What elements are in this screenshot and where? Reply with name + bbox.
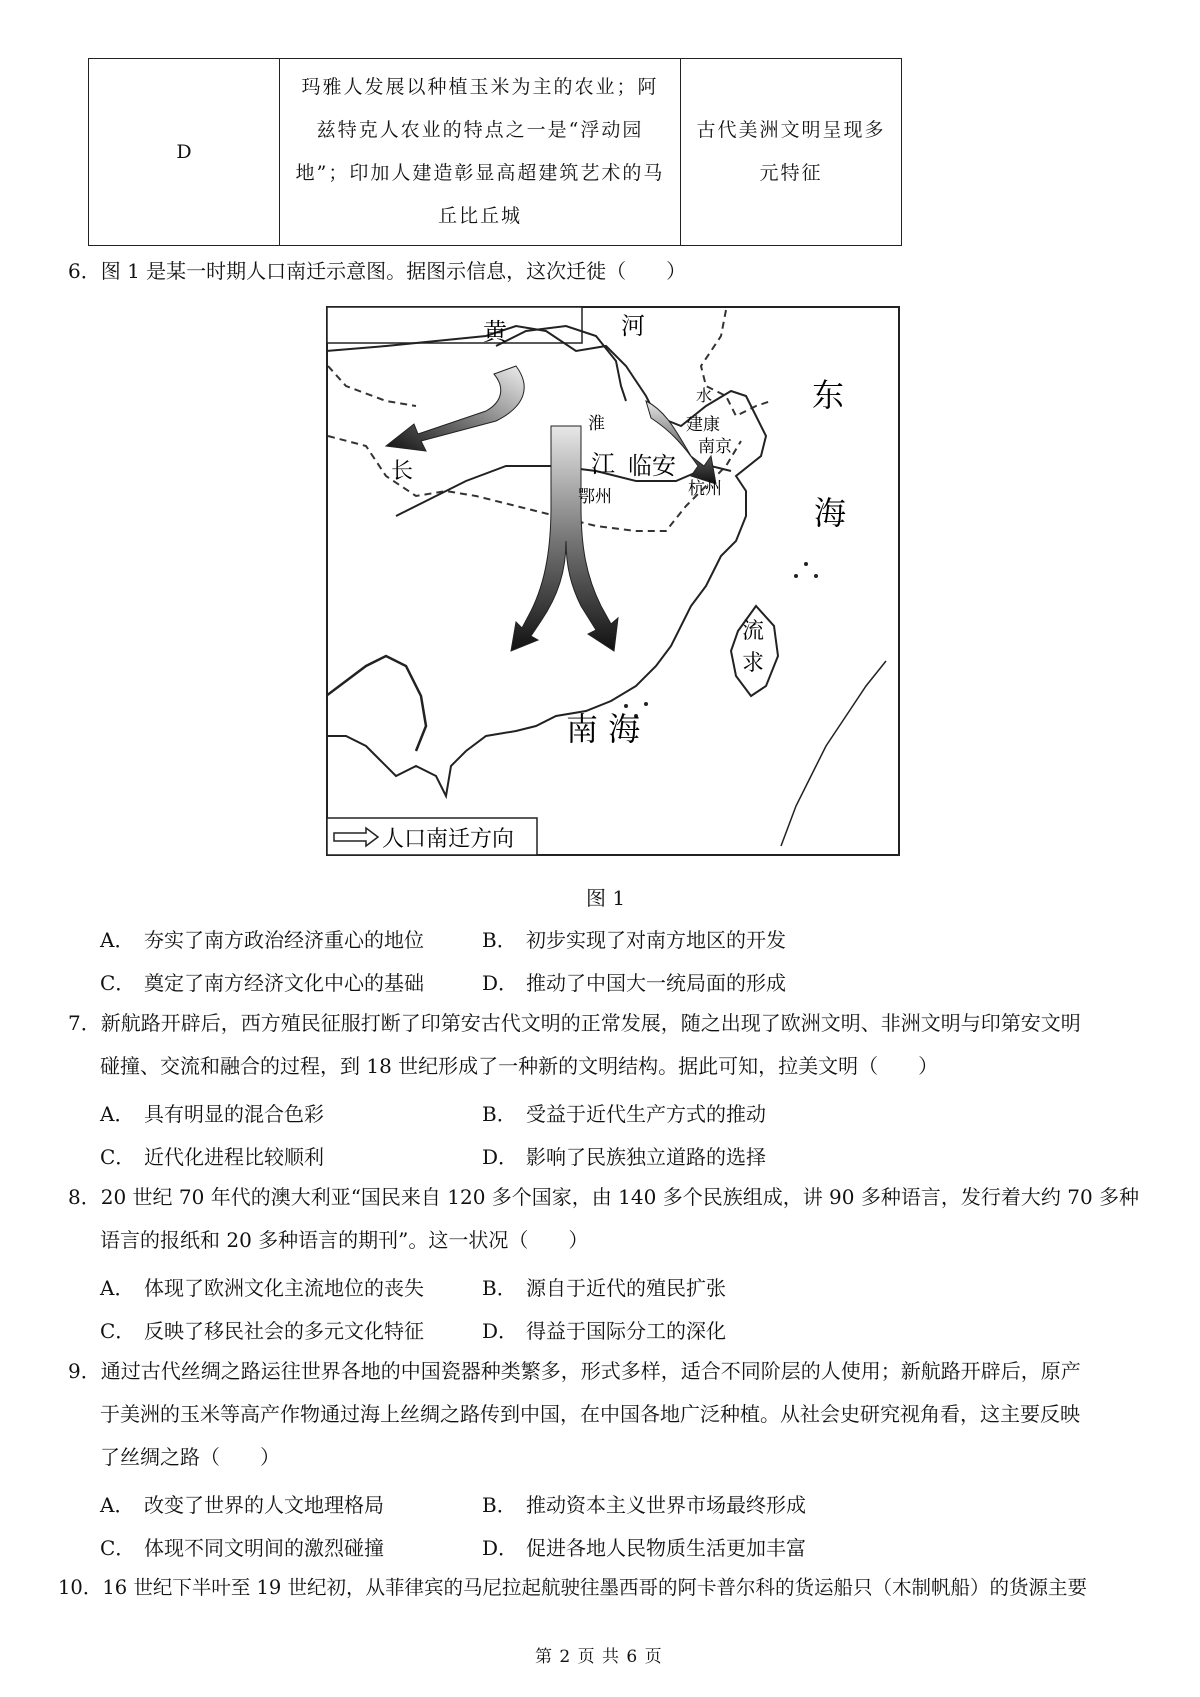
label-hai: 海	[814, 494, 847, 532]
label-jiangkang: 建康	[686, 415, 720, 435]
option-b[interactable]: B． 源自于近代的殖民扩张	[482, 1276, 726, 1300]
question-7-stem-line2: 碰撞、交流和融合的过程，到 18 世纪形成了一种新的文明结构。据此可知，拉美文明（ ）	[100, 1054, 939, 1078]
label-chang: 长	[391, 459, 414, 484]
option-d[interactable]: D． 影响了民族独立道路的选择	[482, 1145, 766, 1169]
label-nanhai: 南 海	[566, 710, 641, 748]
question-7-stem-line1: 7．新航路开辟后，西方殖民征服打断了印第安古代文明的正常发展，随之出现了欧洲文明、非洲文明与印第安文明	[68, 1011, 1081, 1035]
option-c[interactable]: C． 反映了移民社会的多元文化特征	[100, 1319, 424, 1343]
label-jiang: 江	[591, 450, 615, 478]
question-9-stem-line1: 9．通过古代丝绸之路运往世界各地的中国瓷器种类繁多，形式多样，适合不同阶层的人使用；新航路开辟后，原产	[68, 1359, 1081, 1383]
table-cell-line: 古代美洲文明呈现多	[696, 119, 886, 141]
option-b[interactable]: B． 初步实现了对南方地区的开发	[482, 928, 786, 952]
table-cell-label: D	[89, 59, 280, 246]
label-shui: 水	[696, 386, 713, 405]
option-d[interactable]: D． 得益于国际分工的深化	[482, 1319, 726, 1343]
question-6-stem: 6．图 1 是某一时期人口南迁示意图。据图示信息，这次迁徙（ ）	[68, 259, 687, 283]
label-hangzhou: 杭州	[688, 479, 722, 499]
question-8-stem-line2: 语言的报纸和 20 多种语言的期刊”。这一状况（ ）	[100, 1228, 589, 1252]
table-cell-line: 地”；印加人建造彰显高超建筑艺术的马	[295, 162, 665, 184]
option-a[interactable]: A． 体现了欧洲文化主流地位的丧失	[100, 1276, 424, 1300]
migration-map	[326, 306, 900, 856]
page-footer: 第 2 页 共 6 页	[535, 1647, 663, 1667]
question-9-stem-line2: 于美洲的玉米等高产作物通过海上丝绸之路传到中国，在中国各地广泛种植。从社会史研究视角看，这主要反映	[100, 1402, 1080, 1426]
label-dong: 东	[812, 376, 845, 414]
option-a[interactable]: A． 夯实了南方政治经济重心的地位	[100, 928, 424, 952]
label-liu: 流	[742, 619, 765, 644]
legend-label: 人口南迁方向	[382, 827, 515, 852]
label-ezhou: 鄂州	[578, 487, 612, 507]
option-c[interactable]: C． 奠定了南方经济文化中心的基础	[100, 971, 424, 995]
table-cell-content	[280, 59, 681, 246]
label-huai: 淮	[588, 414, 605, 434]
table-cell-line: 丘比丘城	[437, 205, 522, 227]
option-c[interactable]: C． 体现不同文明间的激烈碰撞	[100, 1536, 384, 1560]
label-linan: 临安	[628, 452, 676, 480]
label-qiu: 求	[742, 651, 765, 676]
question-8-stem-line1: 8．20 世纪 70 年代的澳大利亚“国民来自 120 多个国家，由 140 多个民族组成，讲 90 多种语言，发行着大约 70 多种	[68, 1185, 1140, 1209]
option-b[interactable]: B． 受益于近代生产方式的推动	[482, 1102, 766, 1126]
table-cell-line: 元特征	[759, 162, 823, 184]
option-a[interactable]: A． 具有明显的混合色彩	[100, 1102, 324, 1126]
question-10-stem-line1: 10．16 世纪下半叶至 19 世纪初，从菲律宾的马尼拉起航驶往墨西哥的阿卡普尔科的货运船只（木制帆船）的货源主要	[58, 1576, 1088, 1599]
option-d[interactable]: D． 促进各地人民物质生活更加丰富	[482, 1536, 806, 1560]
label-he: 河	[621, 312, 645, 340]
table-cell-line: 兹特克人农业的特点之一是“浮动园	[316, 119, 644, 141]
table-cell-line: 玛雅人发展以种植玉米为主的农业；阿	[301, 76, 659, 98]
map-title-box	[327, 307, 582, 343]
option-b[interactable]: B． 推动资本主义世界市场最终形成	[482, 1493, 806, 1517]
option-c[interactable]: C． 近代化进程比较顺利	[100, 1145, 324, 1169]
answer-table	[88, 58, 902, 246]
option-d[interactable]: D． 推动了中国大一统局面的形成	[482, 971, 786, 995]
question-9-stem-line3: 了丝绸之路（ ）	[100, 1445, 280, 1469]
label-huang: 黄	[483, 318, 507, 346]
table-row	[89, 59, 902, 246]
option-a[interactable]: A． 改变了世界的人文地理格局	[100, 1493, 384, 1517]
table-cell-conclusion	[681, 59, 902, 246]
label-nanjing: 南京	[698, 437, 732, 457]
figure-caption: 图 1	[586, 886, 626, 910]
